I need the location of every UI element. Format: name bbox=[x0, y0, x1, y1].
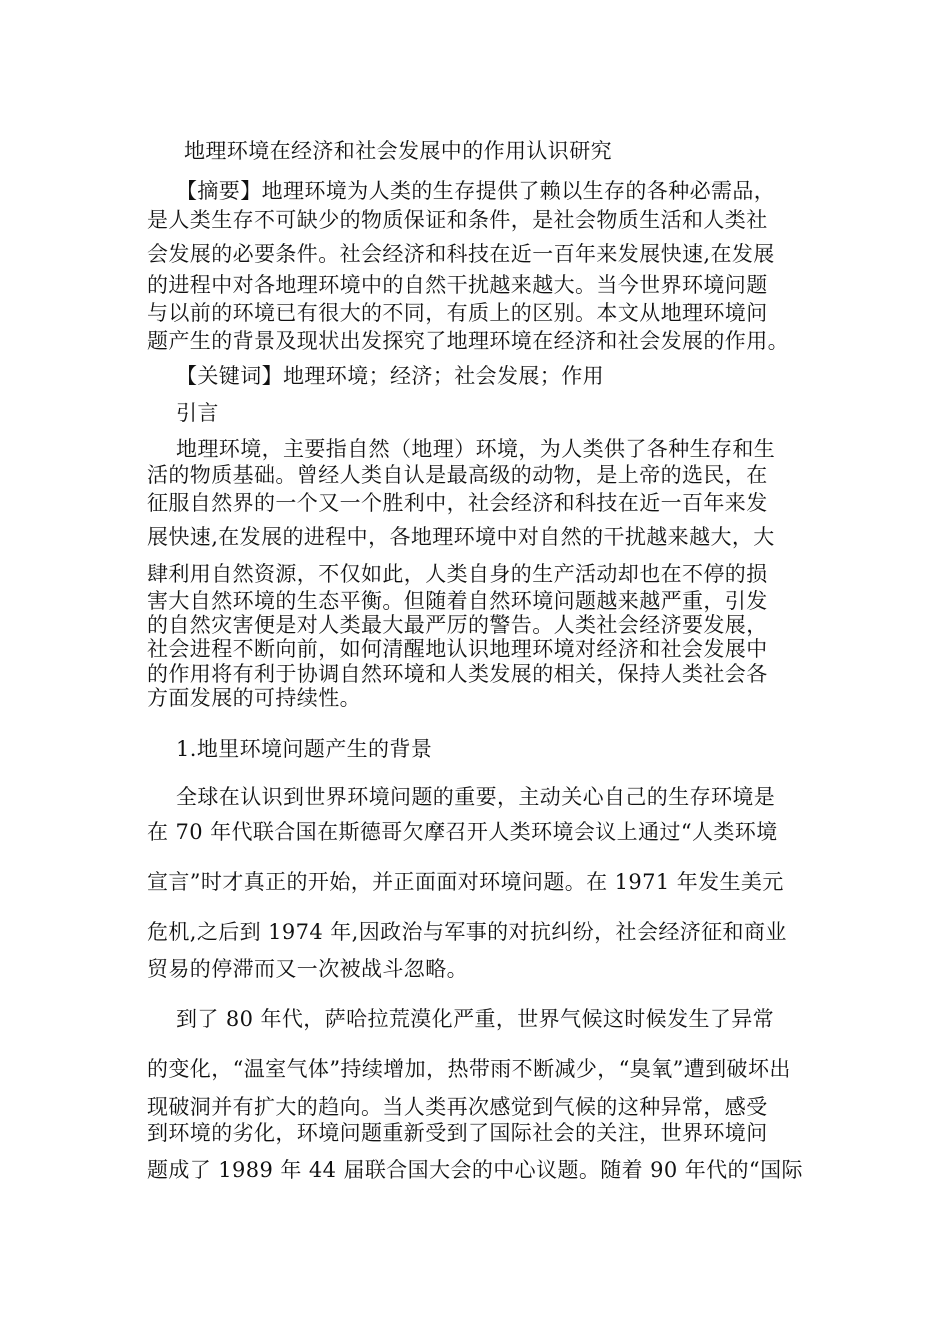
intro-line: 的作用将有利于协调自然环境和人类发展的相关，保持人类社会各 bbox=[147, 662, 768, 686]
keywords: 【关键词】地理环境；经济；社会发展；作用 bbox=[176, 364, 604, 388]
section-line: 到环境的劣化，环境问题重新受到了国际社会的关注，世界环境问 bbox=[147, 1121, 768, 1145]
section-line: 的变化，“温室气体”持续增加，热带雨不断减少，“臭氧”遭到破坏出 bbox=[147, 1057, 791, 1081]
section-line: 危机,之后到 1974 年,因政治与军事的对抗纠纷，社会经济征和商业 bbox=[147, 920, 787, 944]
abstract-line: 会发展的必要条件。社会经济和科技在近一百年来发展快速,在发展 bbox=[147, 242, 775, 266]
section-heading: 1.地里环境问题产生的背景 bbox=[176, 737, 433, 761]
section-line: 全球在认识到世界环境问题的重要，主动关心自己的生存环境是 bbox=[176, 785, 776, 809]
section-line: 宣言”时才真正的开始，并正面面对环境问题。在 1971 年发生美元 bbox=[147, 870, 784, 894]
abstract-line: 题产生的背景及现状出发探究了地理环境在经济和社会发展的作用。 bbox=[147, 329, 789, 353]
intro-line: 展快速,在发展的进程中，各地理环境中对自然的干扰越来越大，大 bbox=[147, 525, 775, 549]
intro-line: 地理环境，主要指自然（地理）环境，为人类供了各种生存和生 bbox=[176, 437, 776, 461]
intro-heading: 引言 bbox=[176, 401, 219, 425]
intro-line: 的自然灾害便是对人类最大最严厉的警告。人类社会经济要发展， bbox=[147, 613, 768, 637]
abstract-line: 是人类生存不可缺少的物质保证和条件，是社会物质生活和人类社 bbox=[147, 208, 768, 232]
section-line: 到了 80 年代，萨哈拉荒漠化严重，世界气候这时候发生了异常 bbox=[176, 1007, 775, 1031]
intro-line: 征服自然界的一个又一个胜利中，社会经济和科技在近一百年来发 bbox=[147, 491, 768, 515]
abstract-line: 与以前的环境已有很大的不同，有质上的区别。本文从地理环境问 bbox=[147, 301, 768, 325]
intro-line: 社会进程不断向前，如何清醒地认识地理环境对经济和社会发展中 bbox=[147, 637, 768, 661]
document-title: 地理环境在经济和社会发展中的作用认识研究 bbox=[184, 139, 612, 163]
intro-line: 方面发展的可持续性。 bbox=[147, 686, 361, 710]
abstract-line: 的进程中对各地理环境中的自然干扰越来越大。当今世界环境问题 bbox=[147, 273, 768, 297]
section-line: 题成了 1989 年 44 届联合国大会的中心议题。随着 90 年代的“国际 bbox=[147, 1158, 803, 1182]
abstract-line: 【摘要】地理环境为人类的生存提供了赖以生存的各种必需品， bbox=[176, 179, 776, 203]
section-line: 现破洞并有扩大的趋向。当人类再次感觉到气候的这种异常，感受 bbox=[147, 1095, 768, 1119]
section-line: 在 70 年代联合国在斯德哥欠摩召开人类环境会议上通过“人类环境 bbox=[147, 820, 778, 844]
section-line: 贸易的停滞而又一次被战斗忽略。 bbox=[147, 957, 468, 981]
intro-line: 肆利用自然资源，不仅如此，人类自身的生产活动却也在不停的损 bbox=[147, 562, 768, 586]
intro-line: 活的物质基础。曾经人类自认是最高级的动物，是上帝的选民，在 bbox=[147, 463, 768, 487]
intro-line: 害大自然环境的生态平衡。但随着自然环境问题越来越严重，引发 bbox=[147, 589, 768, 613]
